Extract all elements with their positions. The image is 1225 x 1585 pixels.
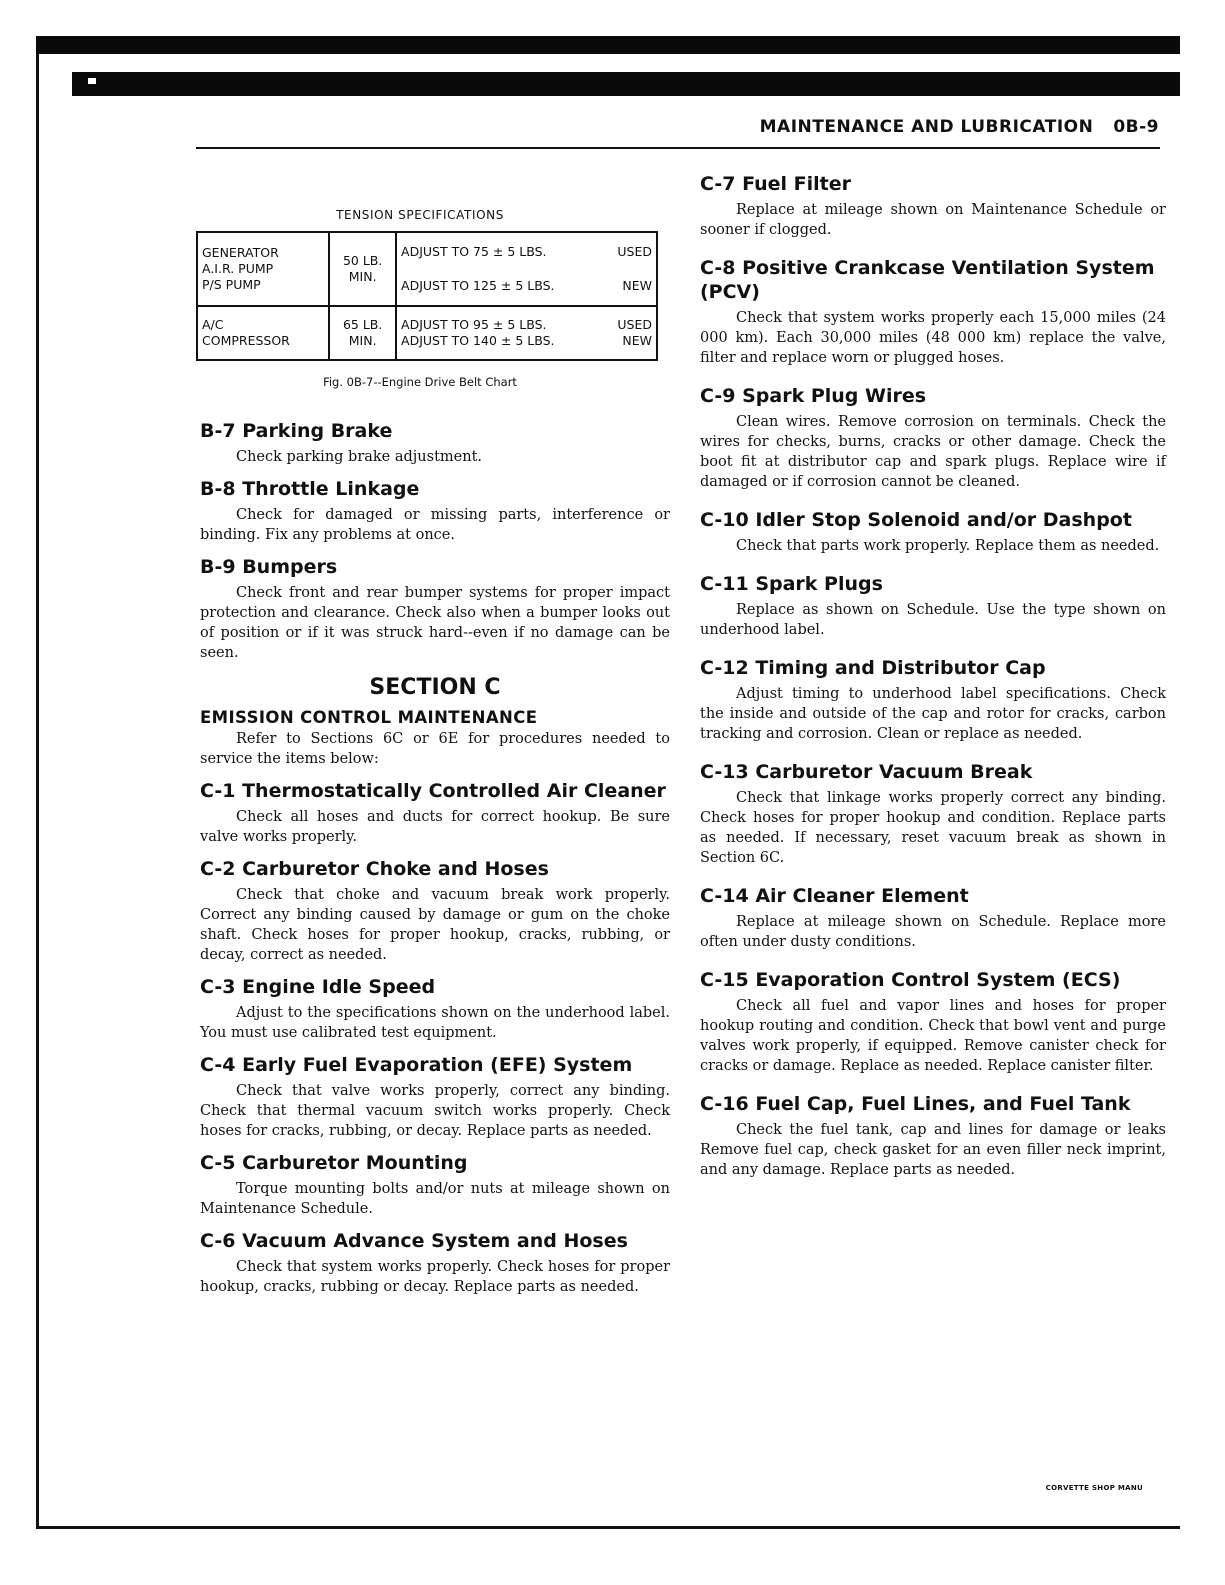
item-heading: B-9 Bumpers <box>200 556 338 578</box>
tension-spec-table <box>196 231 658 361</box>
page-title: MAINTENANCE AND LUBRICATION <box>759 117 1094 137</box>
item-body: Torque mounting bolts and/or nuts at mileage shown on Maintenance Schedule. <box>200 1181 670 1217</box>
item-body: Clean wires. Remove corrosion on terminals. Check the wires for checks, burns, cracks or other damage. Check the boot fit at distributor cap and spark plugs. Replace wire if damaged or if corrosion cannot be cleaned. <box>700 414 1166 490</box>
item-body: Adjust timing to underhood label specifications. Check the inside and outside of the cap and rotor for cracks, carbon tracking and corrosion. Clean or replace as needed. <box>700 686 1166 742</box>
item-body: Replace at mileage shown on Schedule. Replace more often under dusty conditions. <box>700 914 1166 950</box>
table-cell-min: 50 LB. MIN. <box>329 232 396 306</box>
header-rule <box>196 147 1160 149</box>
item-body: Check for damaged or missing parts, interference or binding. Fix any problems at once. <box>200 507 670 543</box>
item-heading: C-5 Carburetor Mounting <box>200 1152 468 1174</box>
c-items-left <box>200 779 670 1297</box>
item-heading: C-7 Fuel Filter <box>700 173 852 195</box>
item-heading: C-11 Spark Plugs <box>700 573 883 595</box>
left-column <box>200 200 670 1307</box>
item-body: Check all hoses and ducts for correct hookup. Be sure valve works properly. <box>200 809 670 845</box>
item-body: Check that system works properly each 15,000 miles (24 000 km). Each 30,000 miles (48 000 km) replace the valve, filter and replace worn or plugged hoses. <box>700 310 1166 366</box>
item-heading: B-7 Parking Brake <box>200 420 393 442</box>
item-body: Check that parts work properly. Replace them as needed. <box>736 538 1160 554</box>
left-border-rule <box>36 54 39 1529</box>
figure-caption: Fig. 0B-7--Engine Drive Belt Chart <box>323 375 517 389</box>
table-cell-min: 65 LB. MIN. <box>329 306 396 360</box>
right-column <box>700 172 1166 1190</box>
band-mark <box>88 78 96 84</box>
table-row <box>197 306 657 360</box>
item-body: Replace as shown on Schedule. Use the type shown on underhood label. <box>700 602 1166 638</box>
item-heading: C-6 Vacuum Advance System and Hoses <box>200 1230 628 1252</box>
page-header <box>760 117 1159 137</box>
item-body: Adjust to the specifications shown on the underhood label. You must use calibrated test equipment. <box>200 1005 670 1041</box>
section-subtitle: EMISSION CONTROL MAINTENANCE <box>200 708 538 727</box>
table-cell-adjust: ADJUST TO 75 ± 5 LBS. USED ADJUST TO 125 ± 5 LBS. NEW <box>396 232 657 306</box>
item-heading: C-2 Carburetor Choke and Hoses <box>200 858 549 880</box>
item-heading: C-3 Engine Idle Speed <box>200 976 436 998</box>
item-body: Check that linkage works properly correct any binding. Check hoses for proper hookup and condition. Replace parts as needed. If necessary, reset vacuum break as shown in Section 6C. <box>700 790 1166 866</box>
item-body: Replace at mileage shown on Maintenance Schedule or sooner if clogged. <box>700 202 1166 238</box>
table-cell-adjust: ADJUST TO 95 ± 5 LBS. USED ADJUST TO 140 ± 5 LBS. NEW <box>396 306 657 360</box>
item-heading: C-16 Fuel Cap, Fuel Lines, and Fuel Tank <box>700 1093 1131 1115</box>
item-heading: C-13 Carburetor Vacuum Break <box>700 761 1033 783</box>
item-heading: C-8 Positive Crankcase Ventilation System (PCV) <box>700 257 1155 303</box>
table-row <box>197 232 657 306</box>
item-body: Check front and rear bumper systems for proper impact protection and clearance. Check also when a bumper looks out of position or if it was struck hard--even if no damage can be seen. <box>200 585 670 661</box>
footer-mark: CORVETTE SHOP MANU <box>1045 1484 1143 1492</box>
b-items <box>200 419 670 663</box>
item-body: Check that system works properly. Check hoses for proper hookup, cracks, rubbing or decay. Replace parts as needed. <box>200 1259 670 1295</box>
table-cell-components: A/C COMPRESSOR <box>197 306 329 360</box>
page-number: 0B-9 <box>1113 117 1159 137</box>
item-heading: C-4 Early Fuel Evaporation (EFE) System <box>200 1054 633 1076</box>
item-heading: C-12 Timing and Distributor Cap <box>700 657 1046 679</box>
item-heading: C-10 Idler Stop Solenoid and/or Dashpot <box>700 509 1132 531</box>
item-heading: B-8 Throttle Linkage <box>200 478 420 500</box>
item-heading: C-15 Evaporation Control System (ECS) <box>700 969 1121 991</box>
item-body: Check all fuel and vapor lines and hoses for proper hookup routing and condition. Check that bowl vent and purge valves work properly, if equipped. Remove canister check for cracks or damage. Replace as needed. Replace canister filter. <box>700 998 1166 1074</box>
bottom-border-rule <box>36 1526 1180 1529</box>
top-black-bar <box>36 36 1180 54</box>
item-body: Check parking brake adjustment. <box>236 449 483 465</box>
item-body: Check that valve works properly, correct any binding. Check that thermal vacuum switch works properly. Check hoses for cracks, rubbing, or decay. Replace parts as needed. <box>200 1083 670 1139</box>
table-title: TENSION SPECIFICATIONS <box>336 208 504 222</box>
section-title: SECTION C <box>369 675 501 700</box>
header-band <box>72 72 1180 96</box>
item-heading: C-14 Air Cleaner Element <box>700 885 969 907</box>
item-body: Check that choke and vacuum break work properly. Correct any binding caused by damage or gum on the choke shaft. Check hoses for proper hookup, cracks, rubbing, or decay, correct as needed. <box>200 887 670 963</box>
item-heading: C-1 Thermostatically Controlled Air Cleaner <box>200 780 666 802</box>
item-heading: C-9 Spark Plug Wires <box>700 385 927 407</box>
section-intro: Refer to Sections 6C or 6E for procedures needed to service the items below: <box>200 731 670 767</box>
item-body: Check the fuel tank, cap and lines for damage or leaks Remove fuel cap, check gasket for an even filler neck imprint, and any damage. Replace parts as needed. <box>700 1122 1166 1178</box>
table-cell-components: GENERATOR A.I.R. PUMP P/S PUMP <box>197 232 329 306</box>
